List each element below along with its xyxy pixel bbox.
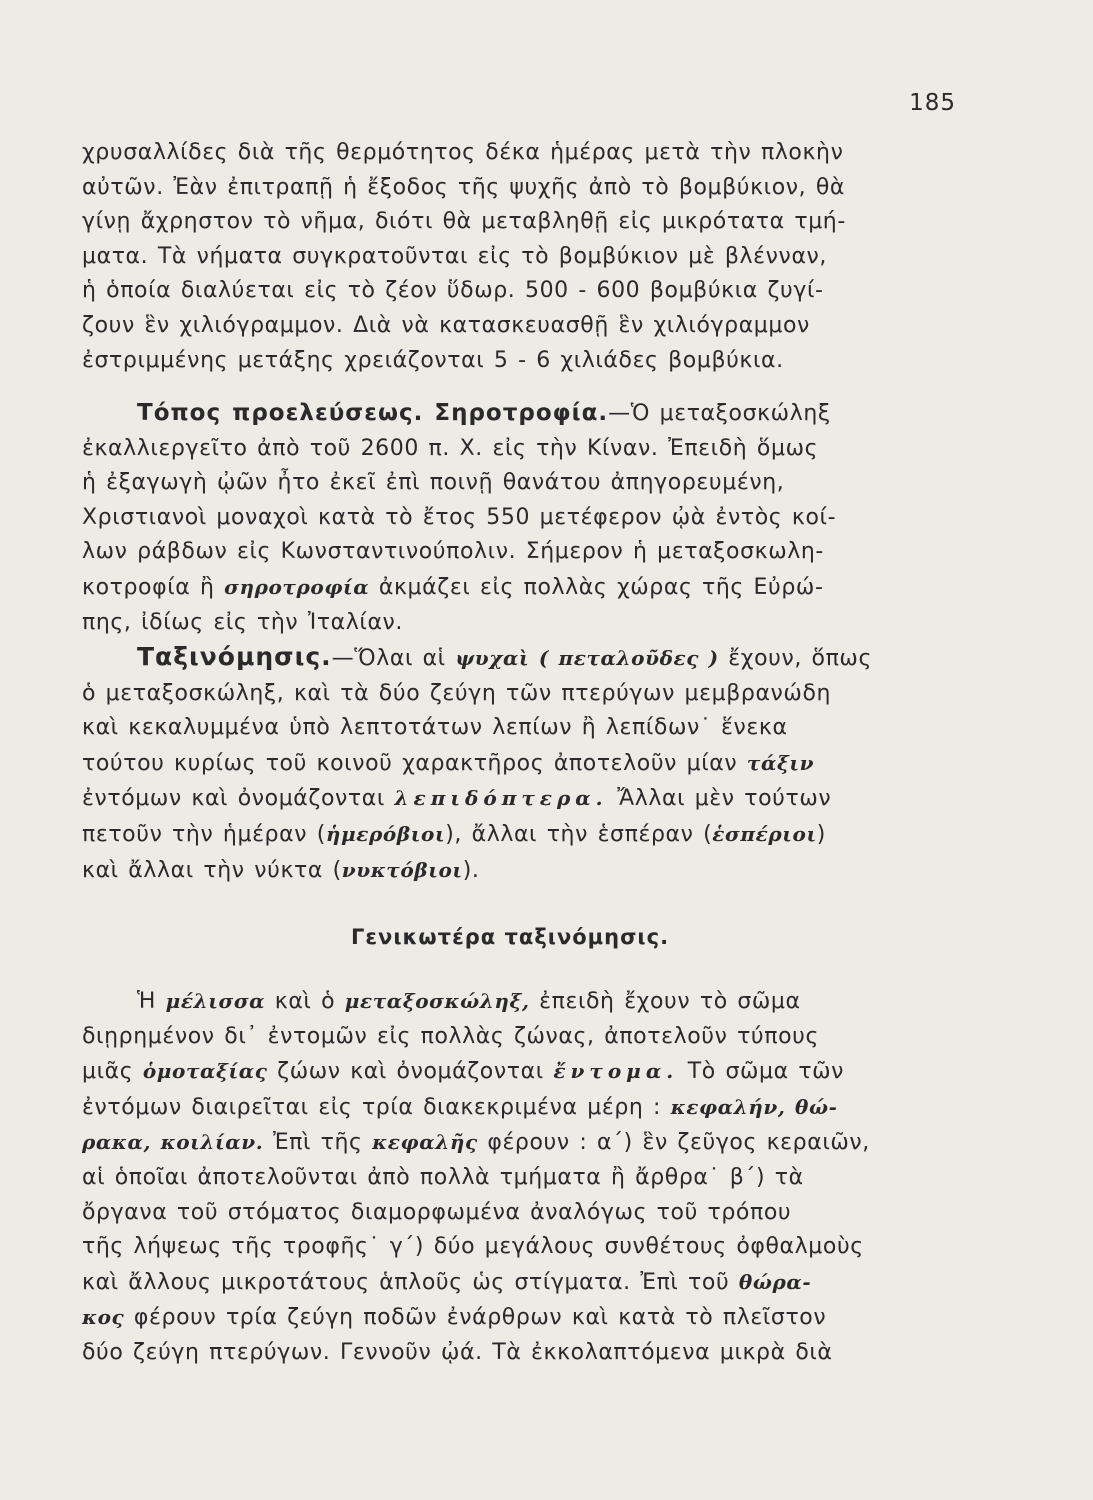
text-line: ἐκαλλιεργεῖτο ἀπὸ τοῦ 2600 π. Χ. εἰς τὴν Κίναν. Ἐπειδὴ ὅμως bbox=[82, 435, 819, 461]
text-run: ). bbox=[462, 857, 480, 883]
text-run: ζώων καὶ ὀνομάζονται bbox=[277, 1059, 544, 1085]
text-line bbox=[82, 1125, 938, 1161]
italic-term: κεφαλήν, θώ- bbox=[670, 1094, 838, 1119]
text-run: μιᾶς bbox=[82, 1059, 134, 1085]
italic-term: μέλισσα bbox=[165, 989, 266, 1013]
italic-term: ρακα, κοιλίαν. bbox=[82, 1130, 264, 1155]
text-run: κοτροφία ἢ bbox=[82, 574, 215, 600]
text-run: ), ἄλλαι τὴν ἑσπέραν ( bbox=[445, 821, 713, 847]
text-run: ) bbox=[816, 821, 826, 847]
text-run: φέρουν : α΄) ἓν ζεῦγος κεραιῶν, bbox=[487, 1130, 870, 1156]
text-run: ἐπειδὴ ἔχουν τὸ σῶμα bbox=[539, 989, 801, 1014]
text-line: διῃρημένον δι᾽ ἐντομῶν εἰς πολλὰς ζώνας, ἀποτελοῦν τύπους bbox=[82, 1023, 819, 1049]
text-line: γίνῃ ἄχρηστον τὸ νῆμα, διότι θὰ μεταβληθῇ εἰς μικρότατα τμή- bbox=[82, 209, 846, 235]
paragraph-4 bbox=[82, 984, 938, 1371]
italic-term: ἡμερόβιοι bbox=[325, 821, 446, 846]
text-line bbox=[82, 781, 938, 817]
text-run: τούτου κυρίως τοῦ κοινοῦ χαρακτῆρος ἀποτελοῦν μίαν bbox=[82, 750, 738, 776]
text-run: καὶ ὁ bbox=[274, 989, 336, 1014]
page-number: 185 bbox=[909, 90, 956, 116]
text-run: ἔχουν, ὅπως bbox=[728, 646, 872, 671]
text-line bbox=[82, 817, 938, 853]
text-line: αἱ ὁποῖαι ἀποτελοῦνται ἀπὸ πολλὰ τμήματα ἢ ἄρθρα˙ β΄) τὰ bbox=[82, 1164, 804, 1190]
section-heading-origin: Τόπος προελεύσεως. Σηροτροφία. bbox=[137, 400, 609, 426]
text-line: αὐτῶν. Ἐὰν ἐπιτραπῇ ἡ ἔξοδος τῆς ψυχῆς ἀπὸ τὸ βομβύκιον, θὰ bbox=[82, 174, 846, 200]
text-line bbox=[82, 1265, 938, 1301]
italic-term: ἔντομα. bbox=[553, 1059, 679, 1084]
text-line: χρυσαλλίδες διὰ τῆς θερμότητος δέκα ἡμέρας μετὰ τὴν πλοκὴν bbox=[82, 140, 844, 165]
section-heading-classification: Ταξινόμησις. bbox=[137, 642, 332, 671]
text-run: Τὸ σῶμα τῶν bbox=[687, 1059, 845, 1085]
text-line: ἡ ὁποία διαλύεται εἰς τὸ ζέον ὕδωρ. 500 - 600 βομβύκια ζυγί- bbox=[82, 278, 824, 304]
text-line: ὁ μεταξοσκώληξ, καὶ τὰ δύο ζεύγη τῶν πτερύγων μεμβρανώδη bbox=[82, 680, 832, 706]
italic-term: νυκτόβιοι bbox=[341, 857, 463, 882]
text-line: τῆς λήψεως τῆς τροφῆς˙ γ΄) δύο μεγάλους συνθέτους ὀφθαλμοὺς bbox=[82, 1234, 864, 1260]
text-run: ἀκμάζει εἰς πολλὰς χώρας τῆς Εὐρώ- bbox=[378, 574, 824, 600]
text-line: ζουν ἓν χιλιόγραμμον. Διὰ νὰ κατασκευασθῇ ἓν χιλιόγραμμον bbox=[82, 312, 810, 338]
text-run: —Ὁ μεταξοσκώληξ bbox=[608, 401, 831, 426]
text-line bbox=[82, 1054, 938, 1090]
text-line: λων ράβδων εἰς Κωνσταντινούπολιν. Σήμερον ἡ μεταξοσκωλη- bbox=[82, 539, 824, 565]
text-line bbox=[82, 570, 938, 606]
subheading-general-classification: Γενικωτέρα ταξινόμησις. bbox=[350, 925, 670, 949]
text-line: ἐστριμμένης μετάξης χρειάζονται 5 - 6 χιλιάδες βομβύκια. bbox=[82, 347, 784, 373]
text-line: ὄργανα τοῦ στόματος διαμορφωμένα ἀναλόγως τοῦ τρόπου bbox=[82, 1199, 792, 1225]
italic-term: λεπιδόπτερα. bbox=[394, 786, 608, 811]
text-line: Χριστιανοὶ μοναχοὶ κατὰ τὸ ἔτος 550 μετέφερον ᾠὰ ἐντὸς κοί- bbox=[82, 504, 837, 530]
text-run: Ἄλλαι μὲν τούτων bbox=[617, 786, 832, 812]
text-run: φέρουν τρία ζεύγη ποδῶν ἐνάρθρων καὶ κατὰ τὸ πλεῖστον bbox=[133, 1305, 827, 1331]
italic-term: ( πεταλοῦδες ) bbox=[538, 646, 719, 670]
text-line: ἡ ἐξαγωγὴ ᾠῶν ἦτο ἐκεῖ ἐπὶ ποινῇ θανάτου ἀπηγορευμένη, bbox=[82, 470, 785, 496]
italic-term: τάξιν bbox=[746, 750, 815, 775]
italic-term: σηροτροφία bbox=[224, 574, 370, 599]
text-line bbox=[82, 640, 938, 677]
text-line bbox=[82, 853, 938, 889]
italic-term: ὁμοταξίας bbox=[142, 1059, 268, 1084]
paragraph-3 bbox=[82, 640, 938, 888]
italic-term: ἑσπέριοι bbox=[712, 821, 817, 846]
italic-term: θώρα- bbox=[738, 1269, 812, 1294]
text-line: καὶ κεκαλυμμένα ὑπὸ λεπτοτάτων λεπίων ἢ λεπίδων˙ ἕνεκα bbox=[82, 715, 788, 741]
paragraph-1 bbox=[82, 136, 938, 378]
italic-term: ψυχαὶ bbox=[455, 646, 530, 670]
text-run: Ἐπὶ τῆς bbox=[272, 1130, 363, 1156]
text-line bbox=[82, 746, 938, 782]
text-line: πης, ἰδίως εἰς τὴν Ἰταλίαν. bbox=[82, 609, 404, 635]
text-run: καὶ ἄλλαι τὴν νύκτα ( bbox=[82, 857, 342, 883]
text-run: ἐντόμων διαιρεῖται εἰς τρία διακεκριμένα μέρη : bbox=[82, 1094, 662, 1120]
text-line: δύο ζεύγη πτερύγων. Γεννοῦν ᾠά. Τὰ ἐκκολαπτόμενα μικρὰ διὰ bbox=[82, 1339, 833, 1365]
text-line bbox=[82, 984, 938, 1020]
text-run: πετοῦν τὴν ἡμέραν ( bbox=[82, 821, 326, 847]
italic-term: κος bbox=[82, 1305, 125, 1330]
paragraph-2 bbox=[82, 396, 938, 640]
text-line bbox=[82, 396, 938, 432]
italic-term: κεφαλῆς bbox=[372, 1130, 478, 1155]
text-run: —Ὅλαι αἱ bbox=[331, 646, 446, 671]
italic-term: μεταξοσκώληξ, bbox=[344, 989, 530, 1013]
text-run: ἐντόμων καὶ ὀνομάζονται bbox=[82, 786, 385, 812]
text-run: καὶ ἄλλους μικροτάτους ἁπλοῦς ὡς στίγματα. Ἐπὶ τοῦ bbox=[82, 1269, 730, 1295]
text-run: Ἡ bbox=[137, 989, 156, 1014]
text-line bbox=[82, 1300, 938, 1336]
text-line bbox=[82, 1090, 938, 1126]
text-line: ματα. Τὰ νήματα συγκρατοῦνται εἰς τὸ βομβύκιον μὲ βλένναν, bbox=[82, 243, 828, 269]
